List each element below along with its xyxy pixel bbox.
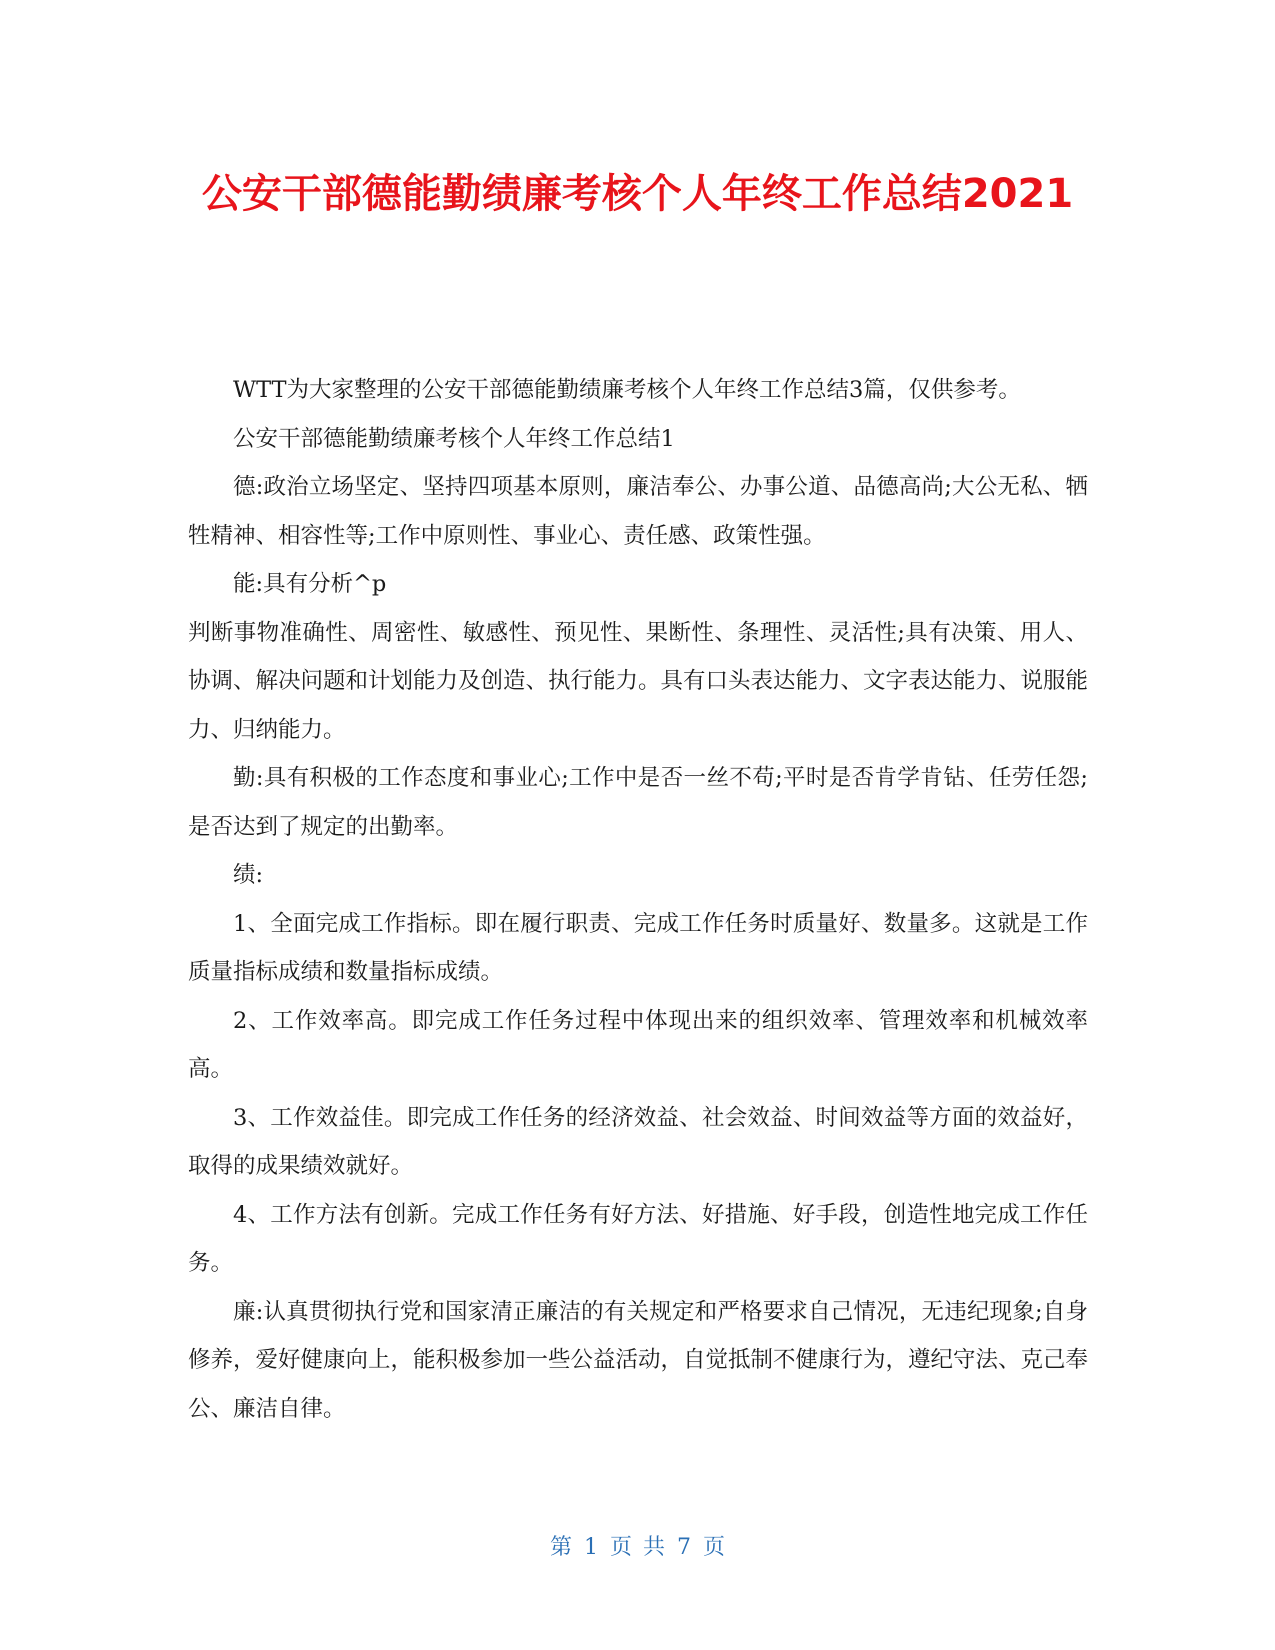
page-label-mid: 页 共: [610, 1535, 665, 1560]
paragraph-ji-item-1: 1、全面完成工作指标。即在履行职责、完成工作任务时质量好、数量多。这就是工作质量指标成绩和数量指标成绩。: [188, 910, 1088, 985]
paragraph-intro: WTT为大家整理的公安干部德能勤绩廉考核个人年终工作总结3篇，仅供参考。: [233, 377, 1021, 403]
page-footer: [0, 1533, 1275, 1563]
current-page-number: 1: [584, 1535, 598, 1560]
page-label-suffix: 页: [703, 1535, 726, 1560]
paragraph-ji-item-4: 4、工作方法有创新。完成工作任务有好方法、好措施、好手段，创造性地完成工作任务。: [188, 1201, 1088, 1276]
paragraph-de: 德:政治立场坚定、坚持四项基本原则，廉洁奉公、办事公道、品德高尚;大公无私、牺牲精神、相容性等;工作中原则性、事业心、责任感、政策性强。: [188, 474, 1088, 549]
paragraph-ji-item-3: 3、工作效益佳。即完成工作任务的经济效益、社会效益、时间效益等方面的效益好，取得的成果绩效就好。: [188, 1104, 1088, 1179]
document-title: 公安干部德能勤绩廉考核个人年终工作总结2021: [201, 171, 1074, 217]
paragraph-heading-1: 公安干部德能勤绩廉考核个人年终工作总结1: [233, 425, 675, 452]
total-pages-number: 7: [677, 1535, 691, 1560]
paragraph-qin: 勤:具有积极的工作态度和事业心;工作中是否一丝不苟;平时是否肯学肯钻、任劳任怨;是否达到了规定的出勤率。: [188, 765, 1088, 840]
paragraph-ji-item-2: 2、工作效率高。即完成工作任务过程中体现出来的组织效率、管理效率和机械效率高。: [188, 1007, 1088, 1082]
document-body: [188, 366, 1088, 1433]
paragraph-neng: 能:具有分析^p: [233, 571, 387, 597]
paragraph-neng-continued: 判断事物准确性、周密性、敏感性、预见性、果断性、条理性、灵活性;具有决策、用人、协调、解决问题和计划能力及创造、执行能力。具有口头表达能力、文字表达能力、说服能力、归纳能力。: [188, 619, 1089, 743]
paragraph-ji: 绩:: [233, 862, 264, 888]
page-label-prefix: 第: [549, 1535, 572, 1560]
paragraph-lian: 廉:认真贯彻执行党和国家清正廉洁的有关规定和严格要求自己情况，无违纪现象;自身修养，爱好健康向上，能积极参加一些公益活动，自觉抵制不健康行为，遵纪守法、克己奉公、廉洁自律。: [188, 1298, 1089, 1422]
